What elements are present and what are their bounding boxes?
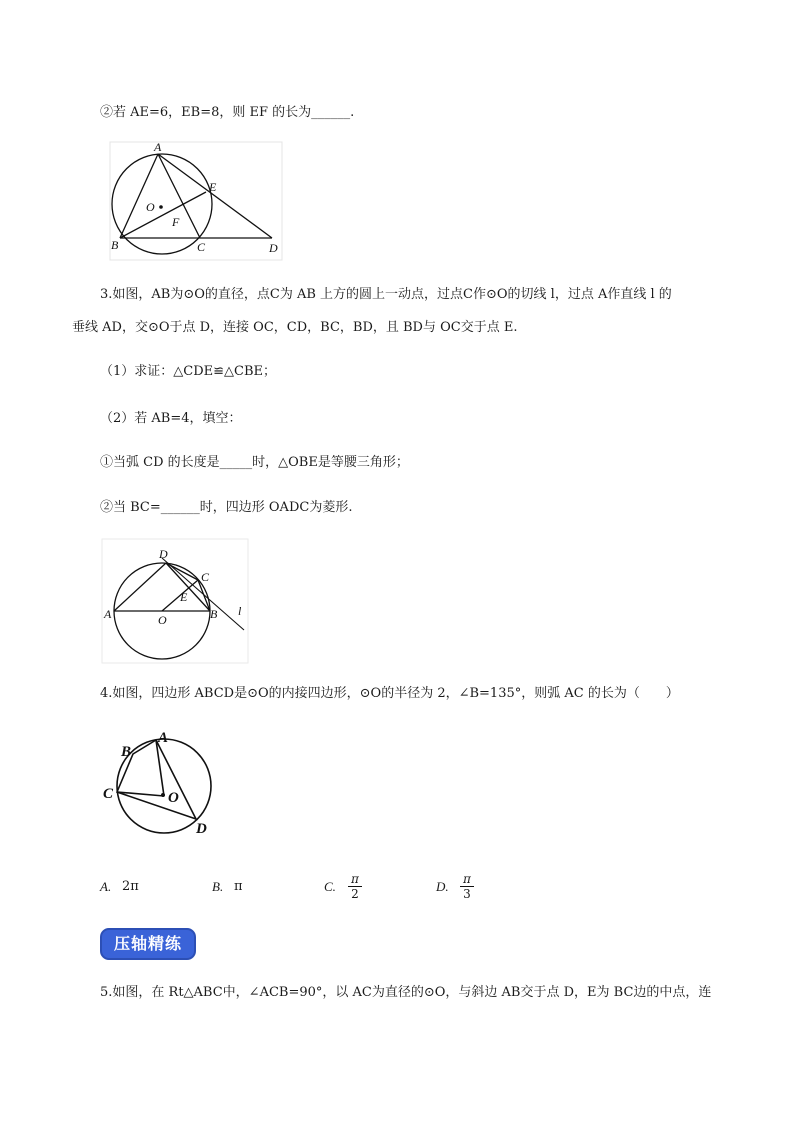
q4-text: 4.如图，四边形 ABCD是⊙O的内接四边形，⊙O的半径为 2，∠B=135°，则弧 AC 的长为（ ）	[100, 686, 679, 701]
figure-3	[100, 724, 220, 844]
option-c[interactable]	[324, 872, 384, 904]
label-A: A	[158, 730, 169, 746]
label-A: A	[154, 140, 162, 154]
q3-part-2: （2）若 AB=4，填空：	[100, 411, 242, 426]
center-dot-O	[161, 793, 165, 797]
figure-1-diagram	[106, 140, 286, 262]
center-dot-O	[159, 205, 163, 209]
label-B: B	[121, 744, 132, 760]
option-a-label: A.	[100, 879, 112, 894]
option-c-label: C.	[324, 879, 336, 894]
figure-3-circle	[117, 739, 211, 833]
label-F: F	[172, 215, 180, 229]
option-d-numerator: π	[460, 872, 474, 887]
figure-1-frame	[110, 142, 282, 260]
figure-3-diagram	[100, 724, 220, 844]
label-A: A	[104, 607, 112, 621]
q4-options	[100, 872, 520, 904]
tangent-line-l	[162, 558, 244, 630]
label-D: D	[269, 241, 278, 255]
label-l: l	[238, 604, 242, 618]
q3-line-1: 3.如图，AB为⊙O的直径，点C为 AB 上方的圆上一动点，过点C作⊙O的切线 l，过点 A作直线 l 的	[100, 287, 672, 302]
option-c-numerator: π	[348, 872, 362, 887]
label-C: C	[201, 570, 210, 584]
option-d-fraction	[460, 872, 474, 901]
option-d[interactable]	[436, 872, 496, 904]
label-B: B	[111, 238, 119, 252]
label-O: O	[158, 613, 167, 627]
option-b-value: π	[234, 879, 243, 894]
segment-BE	[120, 192, 206, 238]
label-O: O	[168, 790, 179, 806]
option-c-denominator: 2	[351, 887, 359, 901]
option-b-label: B.	[212, 879, 224, 894]
label-E: E	[180, 590, 188, 604]
segment-AD	[114, 563, 166, 611]
option-d-denominator: 3	[463, 887, 471, 901]
label-O: O	[146, 200, 155, 214]
segment-AB	[120, 154, 158, 238]
label-E: E	[209, 180, 217, 194]
label-B: B	[210, 607, 218, 621]
section-title-badge: 压轴精练	[100, 928, 196, 960]
label-C: C	[197, 240, 206, 254]
label-C: C	[103, 786, 114, 802]
q3-sub-2: ②当 BC=______时，四边形 OADC为菱形.	[100, 500, 353, 515]
option-a-value: 2π	[122, 879, 139, 894]
q3-line-2: 垂线 AD，交⊙O于点 D，连接 OC，CD，BC，BD，且 BD与 OC交于点 E.	[72, 320, 518, 335]
label-D: D	[196, 821, 207, 837]
figure-1-circle	[112, 154, 212, 254]
figure-1	[106, 140, 286, 262]
q2-part2-text: ②若 AE=6，EB=8，则 EF 的长为______.	[100, 105, 355, 120]
figure-2-diagram	[100, 538, 252, 664]
q5-text: 5.如图，在 Rt△ABC中，∠ACB=90°，以 AC为直径的⊙O，与斜边 AB交于点 D，E为 BC边的中点，连	[100, 985, 712, 1000]
option-c-fraction	[348, 872, 362, 901]
figure-2	[100, 538, 252, 664]
q3-sub-1: ①当弧 CD 的长度是_____时，△OBE是等腰三角形；	[100, 455, 409, 470]
q3-part-1: （1）求证：△CDE≌△CBE；	[100, 364, 277, 379]
option-d-label: D.	[436, 879, 449, 894]
label-D: D	[159, 547, 168, 561]
